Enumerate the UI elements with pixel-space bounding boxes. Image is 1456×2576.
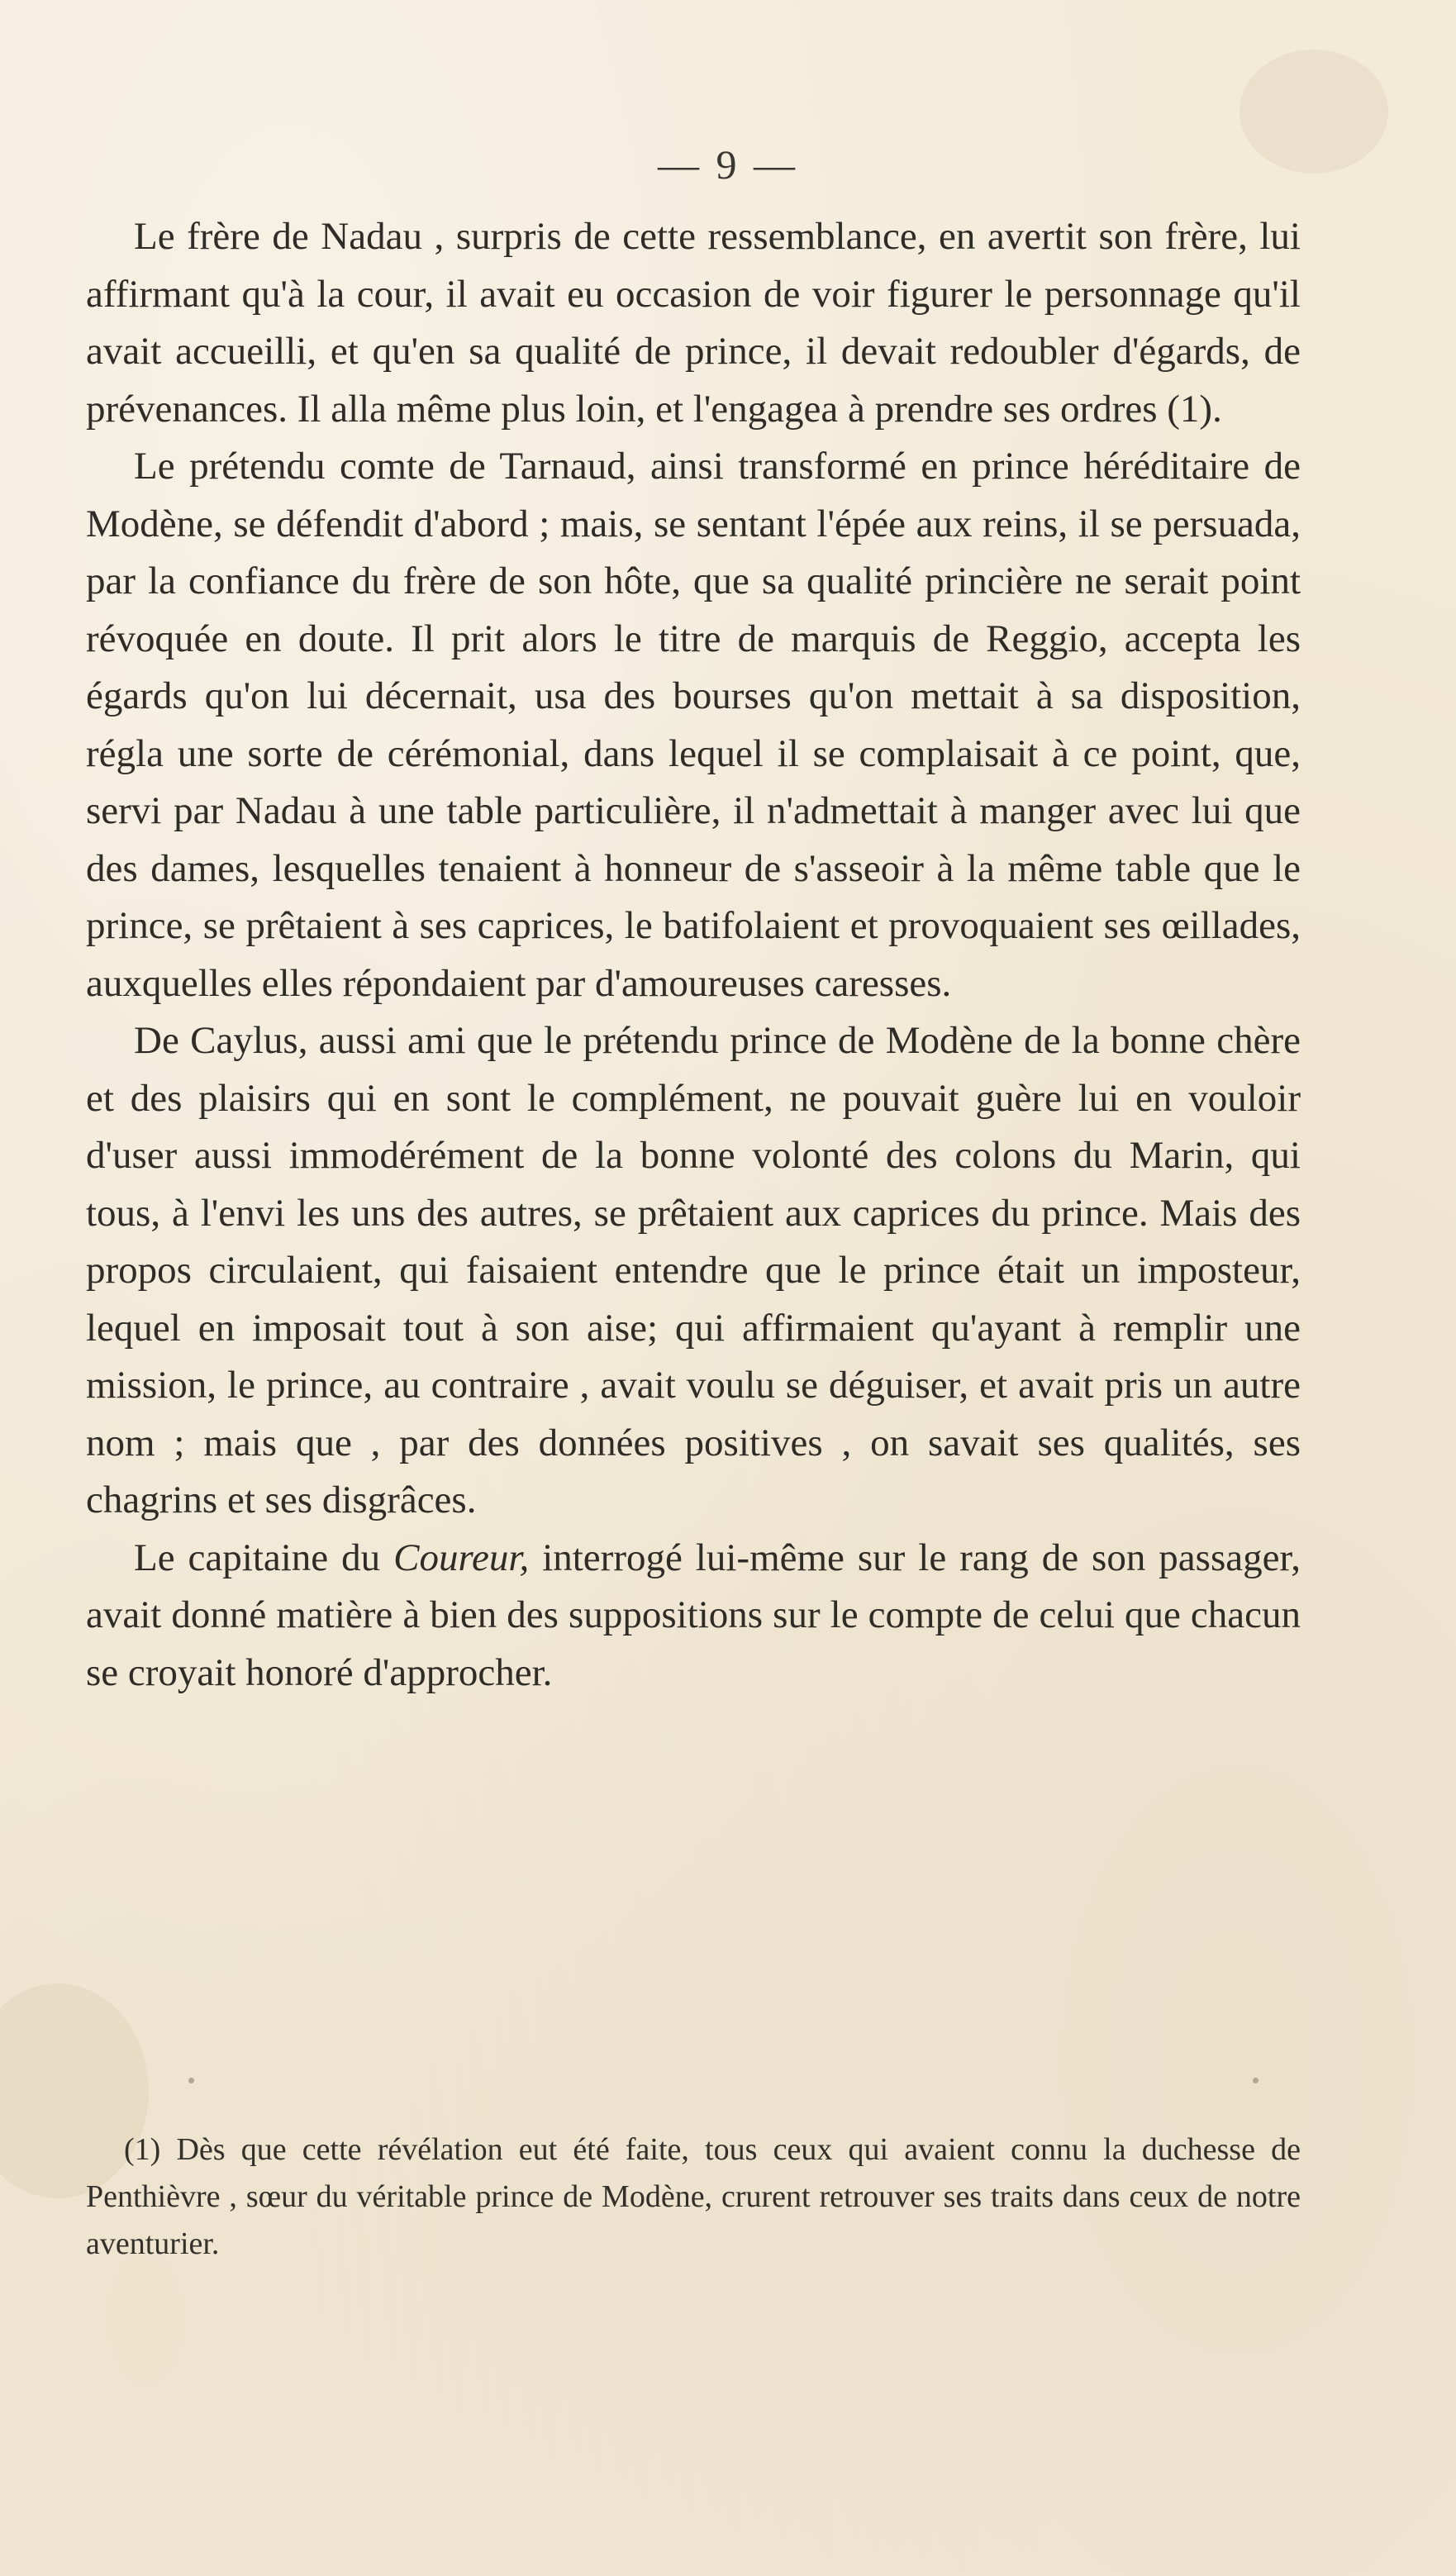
ink-dot [188, 2078, 194, 2083]
ink-dot [1253, 2078, 1259, 2083]
paragraph: Le prétendu comte de Tarnaud, ainsi transformé en prince héréditaire de Modène, se défendit d'abord ; mais, se sentant l'épée aux reins, il se persuada, par la confiance du frère de son hôte, que sa qualité princière ne serait point révoquée en doute. Il prit alors le titre de marquis de Reggio, accepta les égards qu'on lui décernait, usa des bourses qu'on mettait à sa disposition, régla une sorte de cérémonial, dans lequel il se complaisait à ce point, que, servi par Nadau à une table particulière, il n'admettait à manger avec lui que des dames, lesquelles tenaient à honneur de s'asseoir à la même table que le prince, se prêtaient à ses caprices, le batifolaient et provoquaient ses œillades, auxquelles elles répondaient par d'amoureuses caresses. [86, 445, 1301, 1005]
footnote-text: (1) Dès que cette révélation eut été faite, tous ceux qui avaient connu la duchesse de Penthièvre , sœur du véritable prince de Modène, crurent retrouver ses traits dans ceux de notre aventurier. [86, 2132, 1301, 2261]
paragraph-text: interrogé lui-même sur le rang de son passager, avait donné matière à bien des suppositions sur le compte de celui que chacun se croyait honoré d'approcher. [86, 1536, 1301, 1694]
paragraph: Le frère de Nadau , surpris de cette ressemblance, en avertit son frère, lui affirmant qu'à la cour, il avait eu occasion de voir figurer le personnage qu'il avait accueilli, et qu'en sa qualité de prince, il devait redoubler d'égards, de prévenances. Il alla même plus loin, et l'engagea à prendre ses ordres (1). [86, 215, 1301, 431]
paragraph [86, 1530, 1301, 1702]
paragraph: De Caylus, aussi ami que le prétendu prince de Modène de la bonne chère et des plaisirs qui en sont le complément, ne pouvait guère lui en vouloir d'user aussi immodérément de la bonne volonté des colons du Marin, qui tous, à l'envi les uns des autres, se prêtaient aux caprices du prince. Mais des propos circulaient, qui faisaient entendre que le prince était un imposteur, lequel en imposait tout à son aise; qui affirmaient qu'ayant à remplir une mission, le prince, au contraire , avait voulu se déguiser, et avait pris un autre nom ; mais que , par des données positives , on savait ses qualités, ses chagrins et ses disgrâces. [86, 1019, 1301, 1521]
body-text [86, 208, 1301, 1702]
paragraph-text: Le capitaine du [134, 1536, 394, 1579]
footnote [86, 2126, 1301, 2268]
page-number: — 9 — [658, 141, 798, 188]
ship-name: Coureur, [393, 1536, 530, 1579]
footnote-separator [86, 2073, 1301, 2089]
